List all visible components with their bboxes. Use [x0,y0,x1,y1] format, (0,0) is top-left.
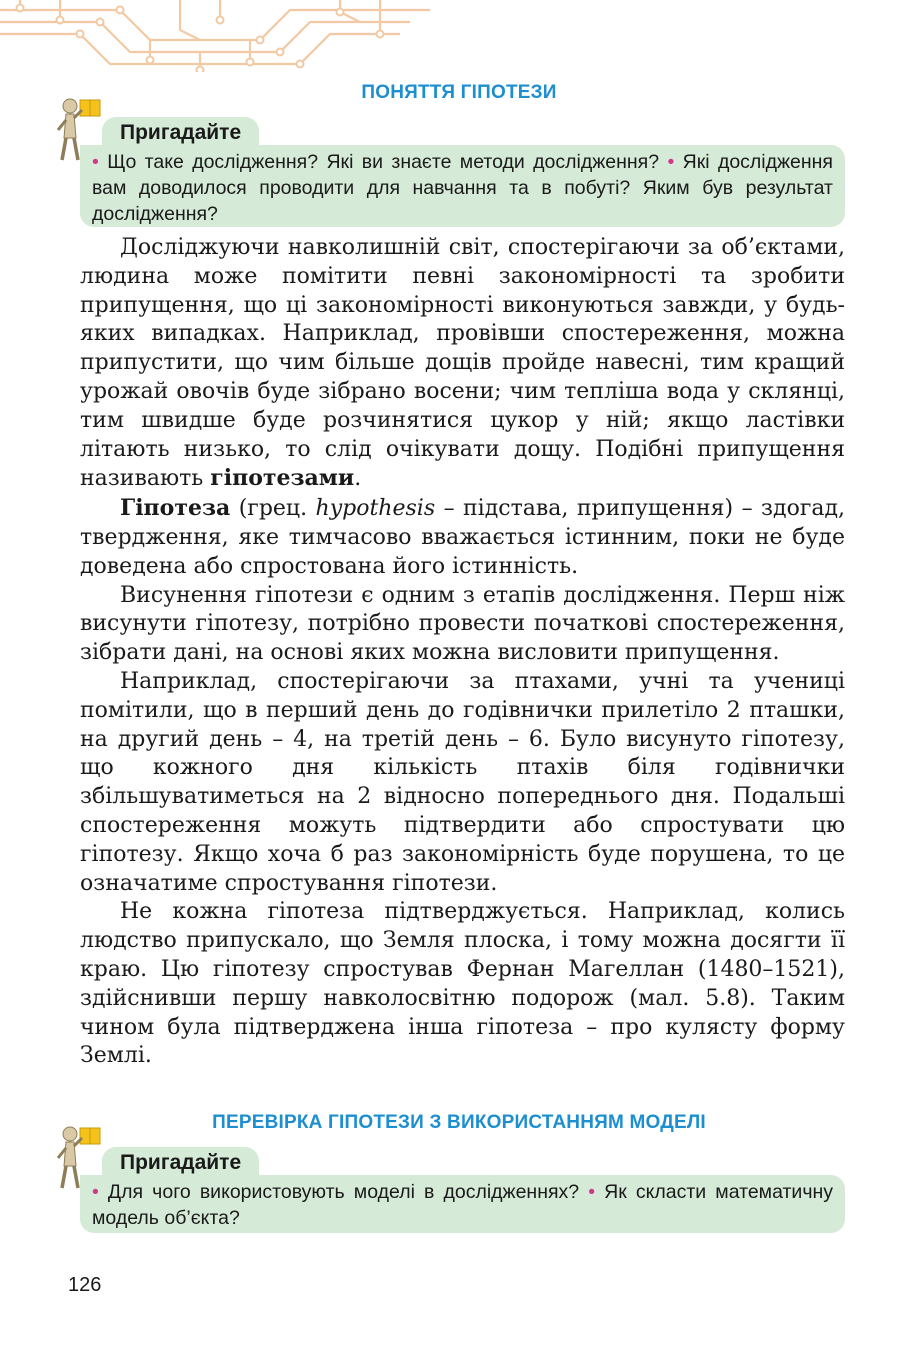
bullet-icon: • [667,151,675,173]
page-number: 126 [68,1274,102,1296]
term-bold: гіпотезами [210,465,355,492]
recall-question: Як скласти математичну модель об’єкта? [92,1181,833,1229]
paragraph [80,494,845,581]
paragraph-text: . [354,466,362,492]
term-bold: Гіпотеза [120,495,231,522]
circuit-decoration [0,0,430,72]
paragraph [80,234,845,494]
recall-label: Пригадайте [102,117,259,147]
recall-question: Для чого використовують моделі в дослідженнях? [98,1181,589,1203]
main-text [80,234,845,1071]
recall-box [80,1175,845,1233]
paragraph-text: – підстава, припущення) – здогад, твердження, яке тимчасово вважається істинним, поки не буде доведена або спростована його істинність. [80,496,845,579]
bullet-icon: • [92,1181,99,1203]
recall-box [80,145,845,227]
paragraph-text: (грец. [230,496,316,522]
paragraph-text: Досліджуючи навколишній світ, спостерігаючи за об’єктами, людина може помітити певні закономірності та зробити припущення, що ці закономірності виконуються завжди, у будь-яких випадках. Наприклад, провівши спостереження, можна припустити, що чим більше дощів пройде навесні, тим кращий урожай овочів буде зібрано восени; чим тепліша вода у склянці, тим швидше буде розчинятися цукор у ній; якщо ластівки літають низько, то слід очікувати дощу. Подібні припущення називають [80,235,845,492]
recall-label: Пригадайте [102,1147,259,1177]
bullet-icon: • [92,151,99,173]
section-title-hypothesis-concept: ПОНЯТТЯ ГІПОТЕЗИ [361,82,557,103]
paragraph: Висунення гіпотези є одним з етапів дослідження. Перш ніж висунути гіпотезу, потрібно провести початкові спостереження, зібрати дані, на основі яких можна висловити припущення. [80,582,845,666]
recall-question: Що таке дослідження? Які ви знаєте методи дослідження? [98,151,668,173]
paragraph: Наприклад, спостерігаючи за птахами, учні та учениці помітили, що в перший день до годівнички прилетіло 2 пташки, на другий день – 4, на третій день – 6. Було висунуто гіпотезу, що кожного дня кількість птахів біля годівнички збільшуватиметься на 2 відносно попереднього дня. Подальші спостереження можуть підтвердити або спростувати цю гіпотезу. Якщо хоча б раз закономірність буде порушена, то це означатиме спростування гіпотези. [80,668,845,896]
bullet-icon: • [588,1181,596,1203]
paragraph: Не кожна гіпотеза підтверджується. Наприклад, колись людство припускало, що Земля плоска, і тому можна досягти її краю. Цю гіпотезу спростував Фернан Магеллан (1480–1521), здійснивши першу навколосвітню подорож (мал. 5.8). Таким чином була підтверджена інша гіпотеза – про кулясту форму Землі. [80,899,845,1069]
recall-question: Які дослідження вам доводилося проводити для навчання та в побуті? Яким був результат дослідження? [92,151,833,225]
section-title-hypothesis-testing: ПЕРЕВІРКА ГІПОТЕЗИ З ВИКОРИСТАННЯМ МОДЕЛІ [212,1112,706,1133]
term-italic: hypothesis [315,496,436,522]
